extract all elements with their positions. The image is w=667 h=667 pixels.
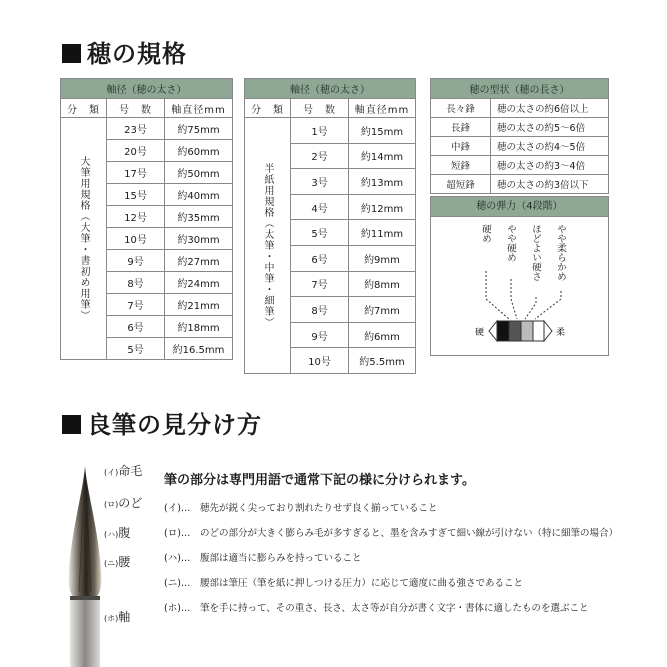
shape-desc: 穂の太さの約4～5倍: [491, 137, 609, 156]
elasticity-scale: [431, 217, 610, 357]
elasticity-header: 穂の弾力（4段階）: [431, 197, 608, 217]
diameter: 約16.5mm: [165, 338, 233, 360]
spec-section-title: [62, 34, 187, 69]
hard-label: 硬: [474, 328, 484, 338]
elasticity-box: [430, 196, 609, 356]
shape-name: 短鋒: [431, 156, 491, 175]
size-number: 9号: [107, 250, 165, 272]
size-number: 8号: [107, 272, 165, 294]
shape-name: 中鋒: [431, 137, 491, 156]
size-number: 15号: [107, 184, 165, 206]
size-number: 7号: [291, 271, 349, 297]
size-number: 10号: [291, 348, 349, 374]
shape-row: [431, 156, 609, 175]
explanation-line: (ホ)… 筆を手に持って、その重さ、長さ、太さ等が自分が書く文字・書体に適したものを選ぶこと: [164, 603, 589, 614]
part-waist: (ニ)腰: [104, 555, 131, 569]
shape-table: [430, 78, 609, 194]
size-number: 8号: [291, 297, 349, 323]
category-cell: [245, 118, 291, 374]
size-number: 20号: [107, 140, 165, 162]
shape-row: [431, 99, 609, 118]
part-throat: (ロ)のど: [104, 496, 143, 510]
category-label: 半紙用規格（太筆・中筆・細筆）: [262, 162, 273, 328]
black-square-icon: [62, 44, 81, 63]
size-number: 9号: [291, 322, 349, 348]
size-number: 17号: [107, 162, 165, 184]
level-slightly-soft: やや柔らかめ: [555, 224, 566, 281]
shape-name: 長鋒: [431, 118, 491, 137]
size-number: 10号: [107, 228, 165, 250]
size-number: 23号: [107, 118, 165, 140]
category-cell: [61, 118, 107, 360]
col-class: 分 類: [61, 99, 107, 118]
part-handle: (ホ)軸: [104, 610, 131, 624]
diameter: 約6mm: [349, 322, 416, 348]
soft-label: 柔: [556, 328, 566, 338]
shape-desc: 穂の太さの約3～4倍: [491, 156, 609, 175]
part-belly: (ハ)腹: [104, 526, 131, 540]
size-number: 1号: [291, 118, 349, 144]
size-number: 2号: [291, 143, 349, 169]
category-label: 大筆用規格（大筆・書初め用筆）: [78, 156, 89, 321]
diameter: 約11mm: [349, 220, 416, 246]
diameter: 約18mm: [165, 316, 233, 338]
part-tip: (イ)命毛: [104, 464, 143, 478]
size-number: 5号: [107, 338, 165, 360]
good-brush-section-title: [62, 405, 262, 440]
diameter: 約30mm: [165, 228, 233, 250]
explanation-line: (ニ)… 腰部は筆圧（筆を紙に押しつける圧力）に応じて適度に曲る強さであること: [164, 578, 524, 589]
diameter: 約9mm: [349, 245, 416, 271]
table-row: [61, 118, 233, 140]
explanation-line: (イ)… 穂先が鋭く尖っており割れたりせず良く揃っていること: [164, 503, 438, 514]
level-hard: 硬め: [480, 224, 491, 243]
small-table-header: 軸径（穂の太さ）: [245, 79, 416, 99]
small-brush-table: [244, 78, 416, 374]
diameter: 約21mm: [165, 294, 233, 316]
col-num: 号 数: [291, 99, 349, 118]
size-number: 5号: [291, 220, 349, 246]
shape-desc: 穂の太さの約6倍以上: [491, 99, 609, 118]
diameter: 約27mm: [165, 250, 233, 272]
col-dia: 軸直径mm: [165, 99, 233, 118]
spec-title-text: 穂の規格: [87, 40, 187, 68]
diameter: 約14mm: [349, 143, 416, 169]
diameter: 約60mm: [165, 140, 233, 162]
diameter: 約35mm: [165, 206, 233, 228]
good-title-text: 良筆の見分け方: [87, 411, 262, 439]
diameter: 約13mm: [349, 169, 416, 195]
diameter: 約24mm: [165, 272, 233, 294]
shape-row: [431, 118, 609, 137]
col-dia: 軸直径mm: [349, 99, 416, 118]
size-number: 4号: [291, 194, 349, 220]
black-square-icon: [62, 415, 81, 434]
level-moderate: ほどよい硬さ: [530, 224, 541, 281]
size-number: 7号: [107, 294, 165, 316]
size-number: 12号: [107, 206, 165, 228]
shape-row: [431, 175, 609, 194]
diameter: 約75mm: [165, 118, 233, 140]
shape-table-header: 穂の型状（穂の長さ）: [431, 79, 609, 99]
explanation-line: (ロ)… のどの部分が大きく膨らみ毛が多すぎると、墨を含みすぎて細い線が引けない（特に細筆の場合）: [164, 528, 619, 539]
diameter: 約7mm: [349, 297, 416, 323]
diameter: 約8mm: [349, 271, 416, 297]
level-slightly-hard: やや硬め: [505, 224, 516, 262]
col-num: 号 数: [107, 99, 165, 118]
diameter: 約15mm: [349, 118, 416, 144]
shape-desc: 穂の太さの約3倍以下: [491, 175, 609, 194]
shape-name: 長々鋒: [431, 99, 491, 118]
shape-name: 超短鋒: [431, 175, 491, 194]
size-number: 6号: [291, 245, 349, 271]
size-number: 3号: [291, 169, 349, 195]
large-table-header: 軸径（穂の太さ）: [61, 79, 233, 99]
table-row: [245, 118, 416, 144]
shape-desc: 穂の太さの約5～6倍: [491, 118, 609, 137]
diameter: 約40mm: [165, 184, 233, 206]
shape-row: [431, 137, 609, 156]
diameter: 約5.5mm: [349, 348, 416, 374]
large-brush-table: [60, 78, 233, 360]
explanation-line: (ハ)… 腹部は適当に膨らみを持っていること: [164, 553, 362, 564]
size-number: 6号: [107, 316, 165, 338]
diameter: 約50mm: [165, 162, 233, 184]
col-class: 分 類: [245, 99, 291, 118]
intro-text: 筆の部分は専門用語で通常下記の様に分けられます。: [164, 473, 475, 488]
diameter: 約12mm: [349, 194, 416, 220]
